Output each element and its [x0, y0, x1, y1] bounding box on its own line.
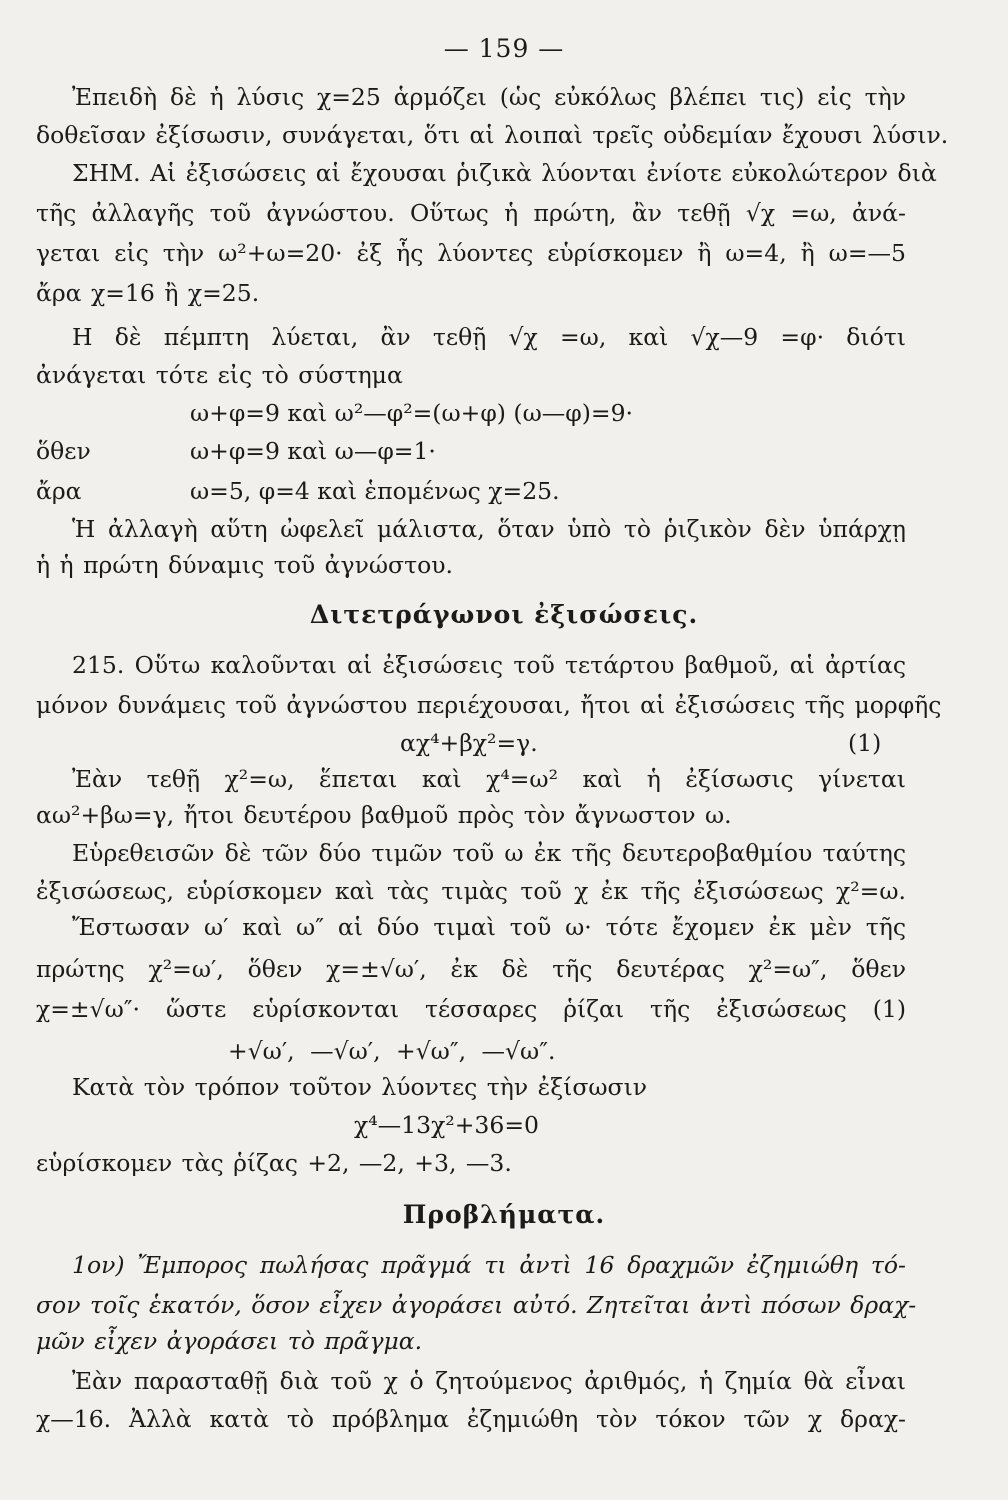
text-line: Ἡ ἀλλαγὴ αὕτη ὠφελεῖ μάλιστα, ὅταν ὑπὸ τὸ ῥιζικὸν δὲν ὑπάρχῃ [72, 515, 906, 543]
text-line: Ἐὰν τεθῇ χ²=ω, ἕπεται καὶ χ⁴=ω² καὶ ἡ ἐξίσωσις γίνεται [72, 765, 906, 793]
text-line: χ—16. Ἀλλὰ κατὰ τὸ πρόβλημα ἐζημιώθη τὸν τόκον τῶν χ δραχ- [36, 1405, 906, 1433]
text-line: Ἐπειδὴ δὲ ἡ λύσις χ=25 ἁρμόζει (ὡς εὐκόλως βλέπει τις) εἰς τὴν [72, 83, 906, 111]
text-line: μόνον δυνάμεις τοῦ ἀγνώστου περιέχουσαι, ἤτοι αἱ ἐξισώσεις τῆς μορφῆς [36, 691, 942, 719]
text-line: Κατὰ τὸν τρόπον τοῦτον λύοντες τὴν ἐξίσωσιν [72, 1073, 648, 1101]
section-heading: Προβλήματα. [402, 1200, 606, 1229]
line-label: ἄρα [36, 477, 82, 505]
equation: +√ω′, —√ω′, +√ω″, —√ω″. [228, 1037, 556, 1065]
equation: ω+φ=9 καὶ ω—φ=1· [190, 437, 436, 465]
page-number: — 159 — [443, 34, 565, 63]
section-heading: Διτετράγωνοι ἐξισώσεις. [309, 600, 699, 629]
text-line: τῆς ἀλλαγῆς τοῦ ἀγνώστου. Οὕτως ἡ πρώτη, ἂν τεθῇ √χ =ω, ἀνά- [36, 199, 906, 227]
text-line: μῶν εἶχεν ἀγοράσει τὸ πρᾶγμα. [36, 1327, 423, 1355]
text-line: χ=±√ω″· ὥστε εὑρίσκονται τέσσαρες ῥίζαι τῆς ἐξισώσεως (1) [36, 995, 906, 1023]
text-line: δοθεῖσαν ἐξίσωσιν, συνάγεται, ὅτι αἱ λοιπαὶ τρεῖς οὐδεμίαν ἔχουσι λύσιν. [36, 121, 949, 149]
text-line: εὑρίσκομεν τὰς ῥίζας +2, —2, +3, —3. [36, 1149, 512, 1177]
text-line: ἡ ἡ πρώτη δύναμις τοῦ ἀγνώστου. [36, 551, 453, 579]
equation-number: (1) [848, 729, 882, 757]
equation: χ⁴—13χ²+36=0 [354, 1111, 539, 1139]
text-line: ΣΗΜ. Αἱ ἐξισώσεις αἱ ἔχουσαι ῥιζικὰ λύονται ἐνίοτε εὐκολώτερον διὰ [72, 159, 937, 187]
line-label: ὅθεν [36, 437, 91, 465]
text-line: Εὑρεθεισῶν δὲ τῶν δύο τιμῶν τοῦ ω ἐκ τῆς δευτεροβαθμίου ταύτης [72, 839, 906, 867]
text-line: Ἐὰν παρασταθῇ διὰ τοῦ χ ὁ ζητούμενος ἀριθμός, ἡ ζημία θὰ εἶναι [72, 1367, 906, 1395]
text-line: ἐξισώσεως, εὑρίσκομεν καὶ τὰς τιμὰς τοῦ χ ἐκ τῆς ἐξισώσεως χ²=ω. [36, 877, 906, 905]
text-line: γεται εἰς τὴν ω²+ω=20· ἐξ ἧς λύοντες εὑρίσκομεν ἢ ω=4, ἢ ω=—5 [36, 239, 906, 267]
text-line: πρώτης χ²=ω′, ὅθεν χ=±√ω′, ἐκ δὲ τῆς δευτέρας χ²=ω″, ὅθεν [36, 955, 906, 983]
text-line: 215. Οὕτω καλοῦνται αἱ ἐξισώσεις τοῦ τετάρτου βαθμοῦ, αἱ ἀρτίας [72, 651, 906, 679]
text-line: Ἔστωσαν ω′ καὶ ω″ αἱ δύο τιμαὶ τοῦ ω· τότε ἔχομεν ἐκ μὲν τῆς [72, 913, 906, 941]
text-line: Η δὲ πέμπτη λύεται, ἂν τεθῇ √χ =ω, καὶ √χ—9 =φ· διότι [72, 323, 906, 351]
equation: ω+φ=9 καὶ ω²—φ²=(ω+φ) (ω—φ)=9· [190, 399, 633, 427]
text-line: ἀνάγεται τότε εἰς τὸ σύστημα [36, 361, 403, 389]
text-line: ἄρα χ=16 ἢ χ=25. [36, 279, 260, 307]
equation: αχ⁴+βχ²=γ. [400, 729, 538, 757]
text-line: αω²+βω=γ, ἤτοι δευτέρου βαθμοῦ πρὸς τὸν ἄγνωστον ω. [36, 801, 732, 829]
text-line: σον τοῖς ἑκατόν, ὅσον εἶχεν ἀγοράσει αὐτό. Ζητεῖται ἀντὶ πόσων δραχ- [36, 1291, 917, 1319]
equation: ω=5, φ=4 καὶ ἑπομένως χ=25. [190, 477, 560, 505]
text-line: 1ον) Ἔμπορος πωλήσας πρᾶγμά τι ἀντὶ 16 δραχμῶν ἐζημιώθη τό- [72, 1251, 906, 1279]
